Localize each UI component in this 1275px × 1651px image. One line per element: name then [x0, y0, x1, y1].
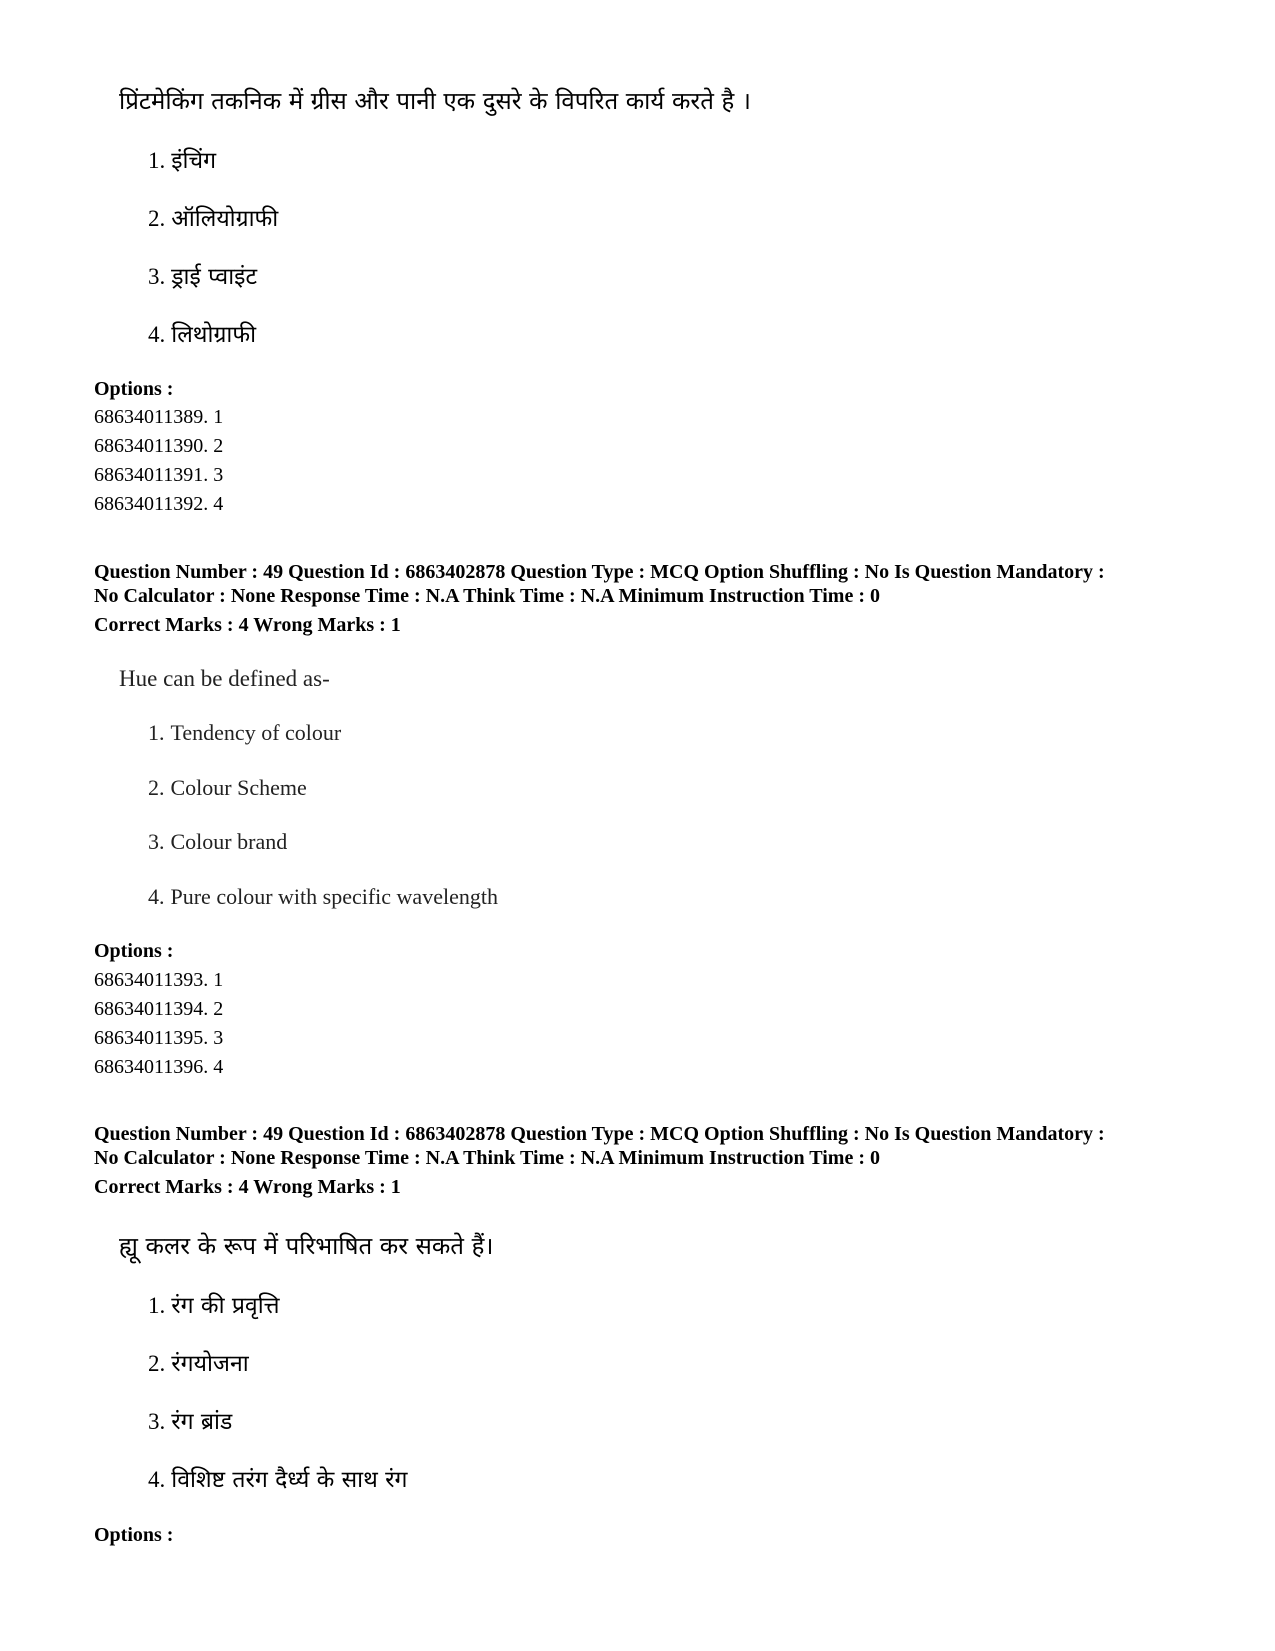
choice-number: 1. — [148, 720, 165, 745]
choice-number: 4. — [148, 322, 166, 347]
question-text: Hue can be defined as- — [119, 666, 330, 691]
question-meta-line-2: No Calculator : None Response Time : N.A Think Time : N.A Minimum Instruction Time : 0 — [94, 585, 880, 607]
choice-item — [148, 1407, 232, 1437]
option-id-line: 68634011392. 4 — [94, 493, 224, 515]
question-marks: Correct Marks : 4 Wrong Marks : 1 — [94, 614, 401, 636]
choice-text: रंगयोजना — [171, 1351, 249, 1377]
option-id-line: 68634011391. 3 — [94, 464, 224, 486]
choice-number: 4. — [148, 1467, 166, 1492]
option-id-line: 68634011390. 2 — [94, 435, 224, 457]
choice-text: रंग ब्रांड — [171, 1409, 233, 1435]
option-id-line: 68634011394. 2 — [94, 998, 224, 1020]
choice-item — [148, 773, 307, 803]
option-id-line: 68634011389. 1 — [94, 406, 224, 428]
question-meta-line-1: Question Number : 49 Question Id : 6863402878 Question Type : MCQ Option Shuffling : No Is Question Mandatory : — [94, 1123, 1105, 1145]
question-meta-line-1: Question Number : 49 Question Id : 6863402878 Question Type : MCQ Option Shuffling : No Is Question Mandatory : — [94, 561, 1105, 583]
choice-item — [148, 262, 257, 292]
choice-text: Colour brand — [170, 829, 288, 854]
choice-text: इंचिंग — [171, 148, 217, 174]
choice-item — [148, 827, 287, 857]
choice-number: 3. — [148, 829, 165, 854]
choice-text: Colour Scheme — [170, 775, 307, 800]
options-label: Options : — [94, 940, 174, 962]
choice-item — [148, 204, 278, 234]
choice-number: 1. — [148, 148, 166, 173]
choice-item — [148, 146, 216, 176]
option-id-line: 68634011395. 3 — [94, 1027, 224, 1049]
choice-number: 2. — [148, 206, 166, 231]
choice-text: Tendency of colour — [170, 720, 342, 745]
options-label: Options : — [94, 1524, 174, 1546]
choice-text: ड्राई प्वाइंट — [171, 264, 258, 290]
choice-text: Pure colour with specific wavelength — [170, 884, 498, 909]
choice-item — [148, 320, 256, 350]
options-label: Options : — [94, 378, 174, 400]
choice-item — [148, 1465, 407, 1495]
option-id-line: 68634011393. 1 — [94, 969, 224, 991]
choice-number: 3. — [148, 264, 166, 289]
choice-number: 2. — [148, 1351, 166, 1376]
choice-number: 3. — [148, 1409, 166, 1434]
choice-text: ऑलियोग्राफी — [171, 206, 279, 232]
choice-item — [148, 1291, 280, 1321]
question-marks: Correct Marks : 4 Wrong Marks : 1 — [94, 1176, 401, 1198]
question-text: ह्यू कलर के रूप में परिभाषित कर सकते हैं। — [119, 1232, 494, 1260]
choice-text: रंग की प्रवृत्ति — [171, 1293, 280, 1319]
question-text: प्रिंटमेकिंग तकनिक में ग्रीस और पानी एक दुसरे के विपरित कार्य करते है । — [119, 87, 751, 115]
choice-number: 2. — [148, 775, 165, 800]
option-id-line: 68634011396. 4 — [94, 1056, 224, 1078]
choice-text: लिथोग्राफी — [171, 322, 257, 348]
choice-number: 1. — [148, 1293, 166, 1318]
question-meta-line-2: No Calculator : None Response Time : N.A Think Time : N.A Minimum Instruction Time : 0 — [94, 1147, 880, 1169]
choice-text: विशिष्ट तरंग दैर्ध्य के साथ रंग — [171, 1467, 408, 1493]
choice-item — [148, 718, 341, 748]
choice-number: 4. — [148, 884, 165, 909]
choice-item — [148, 1349, 249, 1379]
choice-item — [148, 882, 498, 912]
